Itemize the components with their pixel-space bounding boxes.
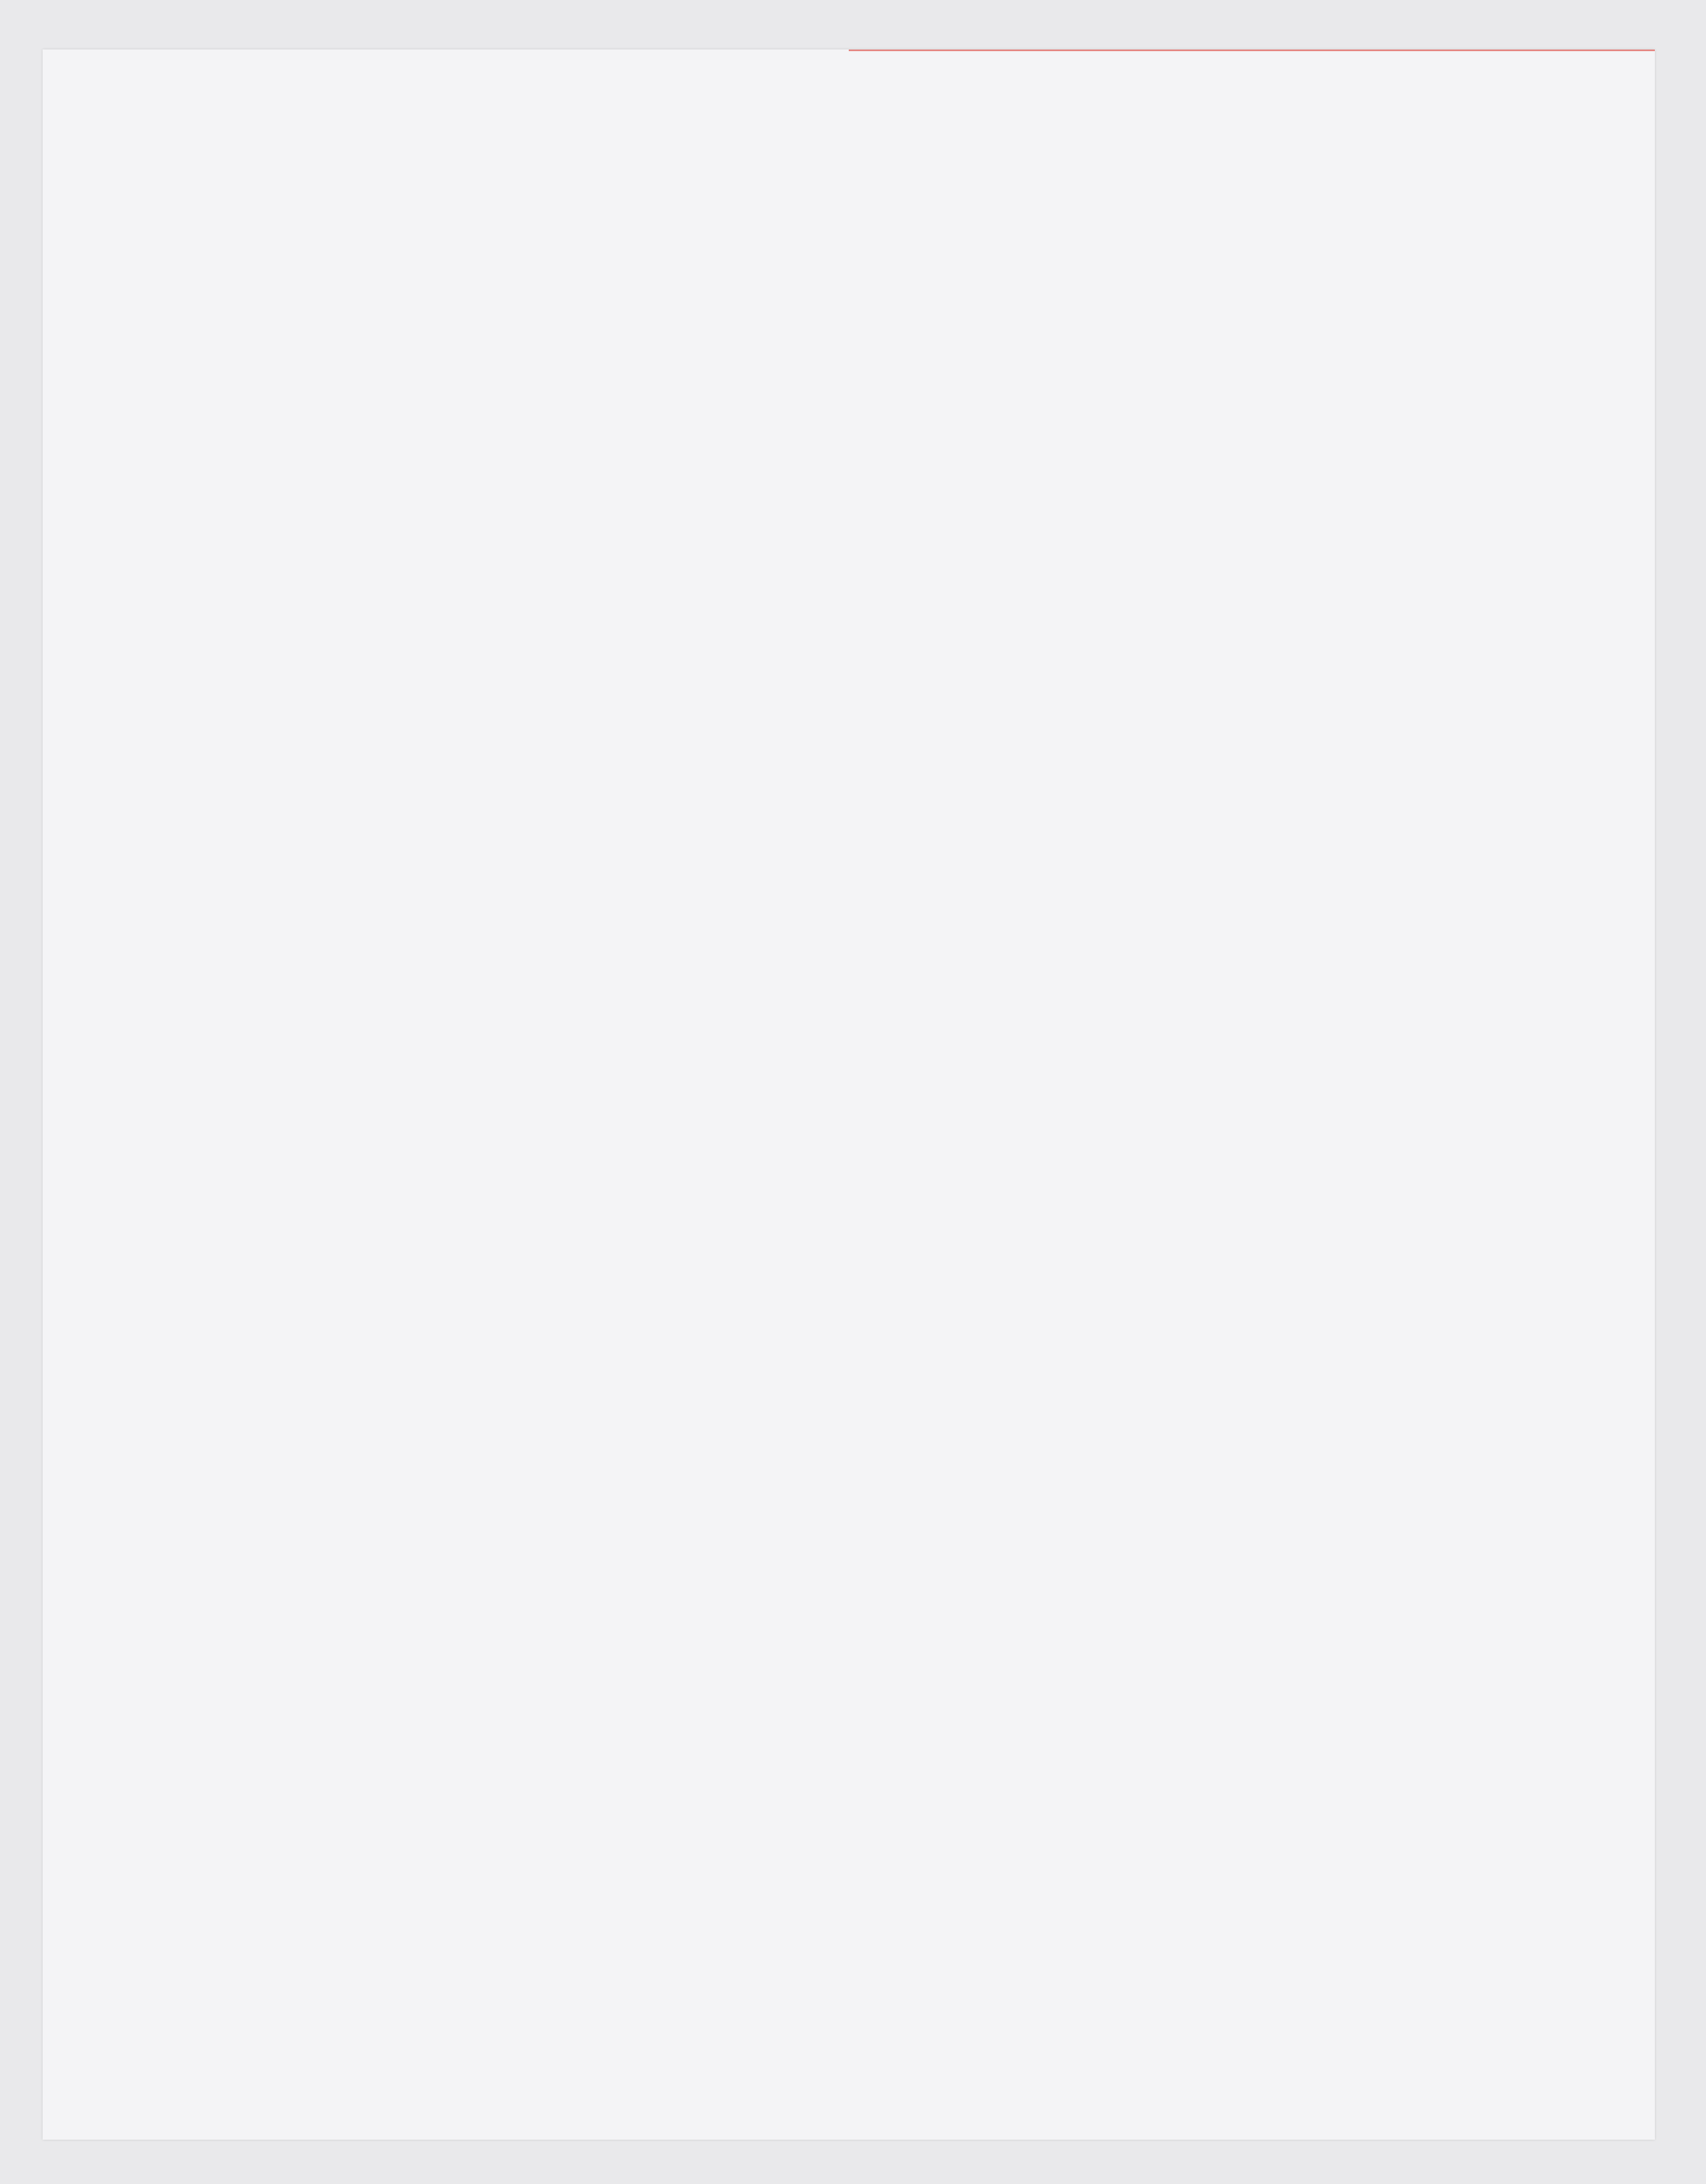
schedule-sheet bbox=[43, 49, 1655, 2140]
top-accent-line bbox=[849, 49, 1655, 51]
